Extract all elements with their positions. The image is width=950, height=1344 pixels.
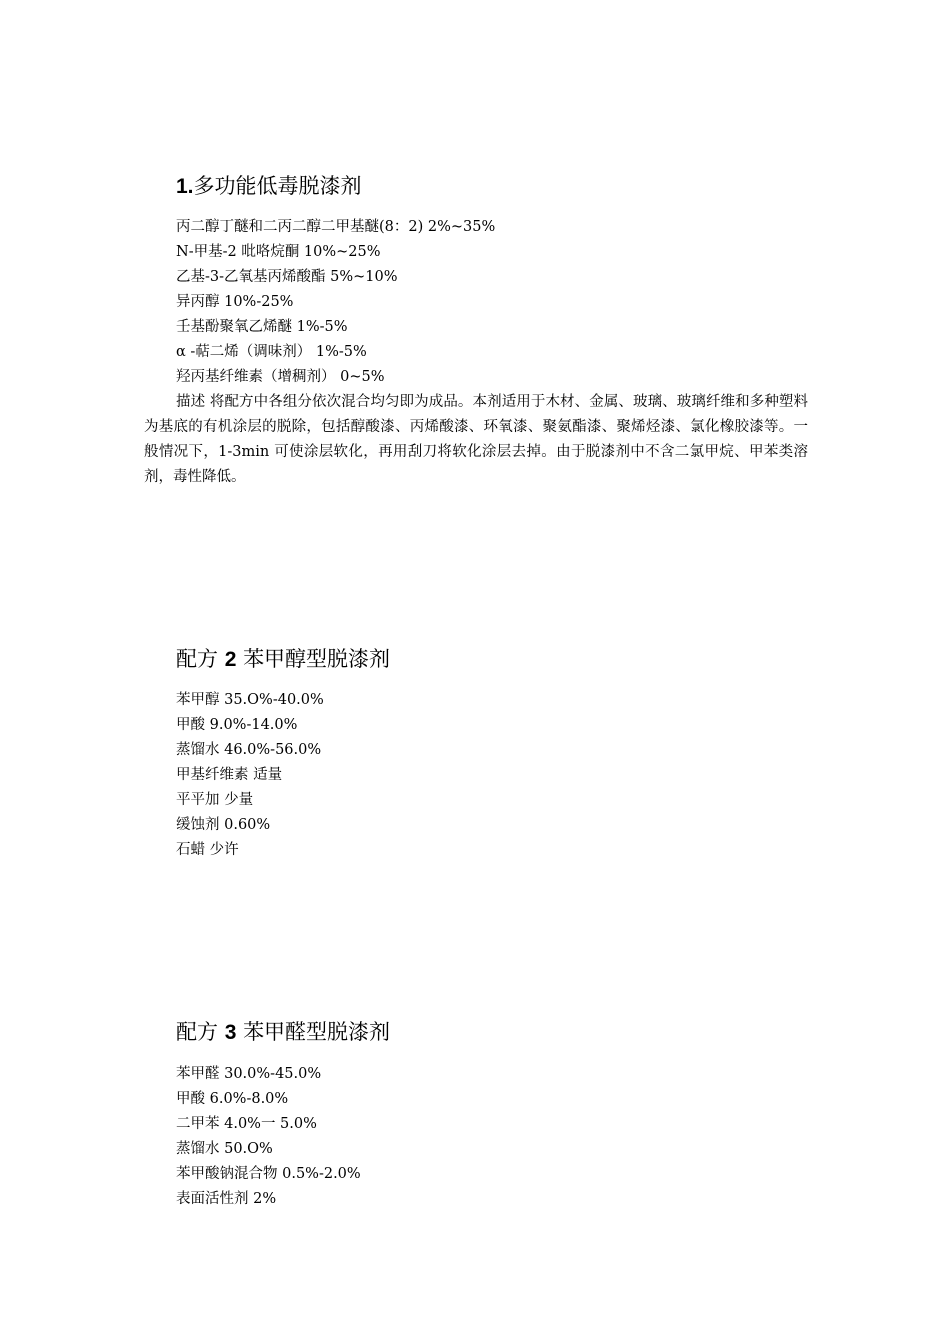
section1-title: 多功能低毒脱漆剂 xyxy=(193,174,362,198)
section2-line: 甲基纤维素 适量 xyxy=(176,767,283,783)
section2-prefix: 配方 xyxy=(176,647,218,671)
section3-line: 表面活性剂 2% xyxy=(176,1191,277,1207)
section1-line: α -萜二烯（调味剂） 1%-5% xyxy=(176,344,367,360)
section1-line: N-甲基-2 吡咯烷酮 10%~25% xyxy=(176,244,381,260)
section1-line: 羟丙基纤维素（增稠剂） 0~5% xyxy=(176,369,385,385)
section3-line: 苯甲酸钠混合物 0.5%-2.0% xyxy=(176,1166,361,1182)
section3-line: 甲酸 6.0%-8.0% xyxy=(176,1091,289,1107)
section3-prefix: 配方 xyxy=(176,1020,218,1044)
section1-ingredient-list xyxy=(176,215,495,390)
section3-line: 二甲苯 4.0%一 5.0% xyxy=(176,1116,317,1132)
section2-line: 石蜡 少许 xyxy=(176,842,239,858)
section2-line: 缓蚀剂 0.60% xyxy=(176,817,271,833)
section1-line: 丙二醇丁醚和二丙二醇二甲基醚(8：2) 2%~35% xyxy=(176,219,496,235)
section3-title: 苯甲醛型脱漆剂 xyxy=(243,1020,391,1044)
section2-line: 甲酸 9.0%-14.0% xyxy=(176,717,298,733)
section2-ingredient-list xyxy=(176,688,324,863)
section2-title: 苯甲醇型脱漆剂 xyxy=(243,647,391,671)
section1-description: 描述 将配方中各组分依次混合均匀即为成品。本剂适用于木材、金属、玻璃、玻璃纤维和多种塑料为基底的有机涂层的脱除，包括醇酸漆、丙烯酸漆、环氧漆、聚氨酯漆、聚烯烃漆、氯化橡胶漆等。一般情况下，1-3min 可使涂层软化，再用刮刀将软化涂层去掉。由于脱漆剂中不含二氯甲烷、甲苯类溶剂，毒性降低。 xyxy=(144,394,808,485)
section1-line: 异丙醇 10%-25% xyxy=(176,294,294,310)
section3-heading xyxy=(176,1019,390,1046)
section3-ingredient-list xyxy=(176,1062,361,1212)
section1-heading xyxy=(176,173,362,200)
section3-line: 蒸馏水 50.O% xyxy=(176,1141,273,1157)
section1-line: 壬基酚聚氧乙烯醚 1%-5% xyxy=(176,319,348,335)
section3-line: 苯甲醛 30.0%-45.0% xyxy=(176,1066,322,1082)
section2-line: 蒸馏水 46.0%-56.0% xyxy=(176,742,322,758)
section2-line: 苯甲醇 35.O%-40.0% xyxy=(176,692,324,708)
section2-heading xyxy=(176,646,390,673)
section2-line: 平平加 少量 xyxy=(176,792,254,808)
section3-number: 3 xyxy=(224,1021,237,1044)
section2-number: 2 xyxy=(224,648,237,671)
section1-number: 1. xyxy=(176,175,194,198)
section1-line: 乙基-3-乙氧基丙烯酸酯 5%~10% xyxy=(176,269,398,285)
